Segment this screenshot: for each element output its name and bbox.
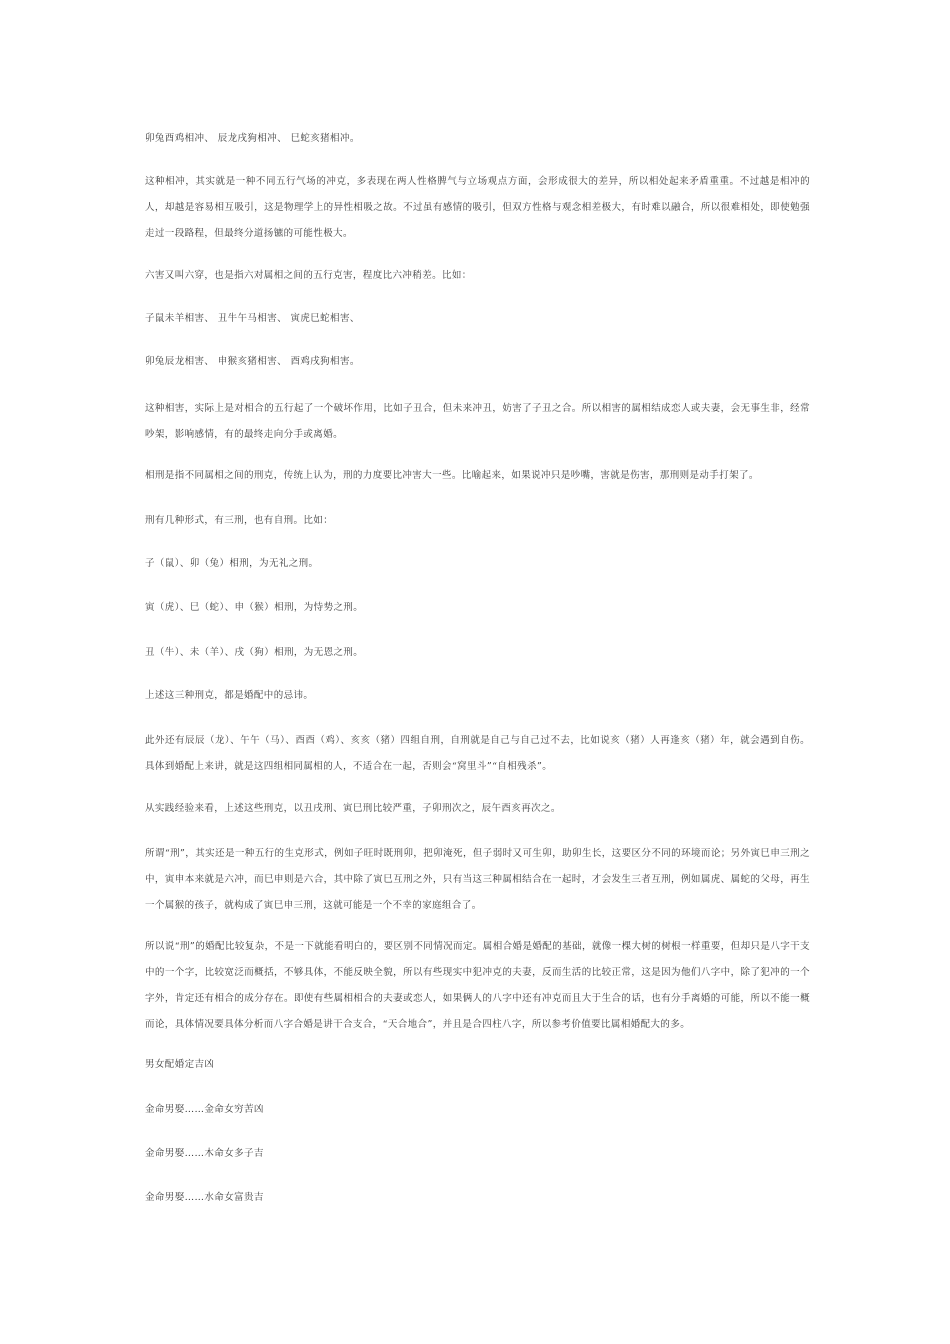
paragraph: 六害又叫六穿，也是指六对属相之间的五行克害，程度比六冲稍差。比如： (145, 270, 472, 281)
paragraph: 相刑是指不同属相之间的刑克，传统上认为，刑的力度要比冲害大一些。比喻起来，如果说冲只是吵嘴，害就是伤害，那刑则是动手打架了。 (145, 470, 759, 481)
paragraph: 所以说“刑”的婚配比较复杂，不是一下就能看明白的，要区别不同情况而定。属相合婚是婚配的基础，就像一棵大树的树根一样重要，但却只是八字干支中的一个字，比较宽泛而概括，不够具体，不能反映全貌，所以有些现实中犯冲克的夫妻，反而生活的比较正常，这是因为他们八字中，除了犯冲的一个字外，肯定还有相合的成分存在。即使有些属相相合的夫妻或恋人，如果俩人的八字中还有冲克而且大于生合的话，也有分手离婚的可能，所以不能一概而论，具体情况要具体分析而八字合婚是讲干合支合，“天合地合”，并且是合四柱八字，所以参考价值要比属相婚配大的多。 (145, 941, 810, 1030)
paragraph: 上述这三种刑克，都是婚配中的忌讳。 (145, 690, 314, 701)
paragraph: 所谓“刑”，其实还是一种五行的生克形式，例如子旺时既刑卯，把卯淹死，但子弱时又可生卯，助卯生长，这要区分不同的环境而论；另外寅巳申三刑之中，寅申本来就是六冲，而巳申则是六合，其中除了寅巳互刑之外，只有当这三种属相结合在一起时，才会发生三者互刑，例如属虎、属蛇的父母，再生一个属猴的孩子，就构成了寅巳申三刑，这就可能是一个不幸的家庭组合了。 (145, 848, 810, 911)
paragraph: 卯兔酉鸡相冲、 辰龙戌狗相冲、 巳蛇亥猪相冲。 (145, 133, 360, 144)
section-heading: 男女配婚定吉凶 (145, 1059, 215, 1070)
paragraph: 卯兔辰龙相害、 申猴亥猪相害、 酉鸡戌狗相害。 (145, 356, 360, 367)
paragraph: 此外还有辰辰（龙）、午午（马）、酉酉（鸡）、亥亥（猪）四组自刑，自刑就是自己与自己过不去，比如说亥（猪）人再逢亥（猪）年，就会遇到自伤。具体到婚配上来讲，就是这四组相同属相的人，不适合在一起，否则会“窝里斗”“自相残杀”。 (145, 735, 810, 772)
paragraph: 从实践经验来看，上述这些刑克，以丑戌刑、寅巳刑比较严重，子卯刑次之，辰午酉亥再次之。 (145, 803, 561, 814)
paragraph: 金命男娶……水命女富贵吉 (145, 1192, 264, 1203)
paragraph: 这种相冲，其实就是一种不同五行气场的冲克，多表现在两人性格脾气与立场观点方面，会形成很大的差异，所以相处起来矛盾重重。不过越是相冲的人，却越是容易相互吸引，这是物理学上的异性相吸之故。不过虽有感情的吸引，但双方性格与观念相差极大，有时难以融合，所以很难相处，即使勉强走过一段路程，但最终分道扬镳的可能性极大。 (145, 176, 810, 239)
paragraph: 金命男娶……金命女穷苦凶 (145, 1104, 264, 1115)
paragraph: 刑有几种形式，有三刑，也有自刑。比如： (145, 515, 334, 526)
paragraph: 丑（牛）、未（羊）、戌（狗）相刑，为无恩之刑。 (145, 647, 364, 658)
paragraph: 寅（虎）、巳（蛇）、申（猴）相刑，为恃势之刑。 (145, 602, 364, 613)
paragraph: 这种相害，实际上是对相合的五行起了一个破坏作用，比如子丑合，但未来冲丑，妨害了子丑之合。所以相害的属相结成恋人或夫妻，会无事生非，经常吵架，影响感情，有的最终走向分手或离婚。 (145, 403, 810, 440)
paragraph: 金命男娶……木命女多子吉 (145, 1148, 264, 1159)
paragraph: 子（鼠）、卯（兔）相刑，为无礼之刑。 (145, 558, 319, 569)
paragraph: 子鼠未羊相害、 丑牛午马相害、 寅虎巳蛇相害、 (145, 313, 360, 324)
